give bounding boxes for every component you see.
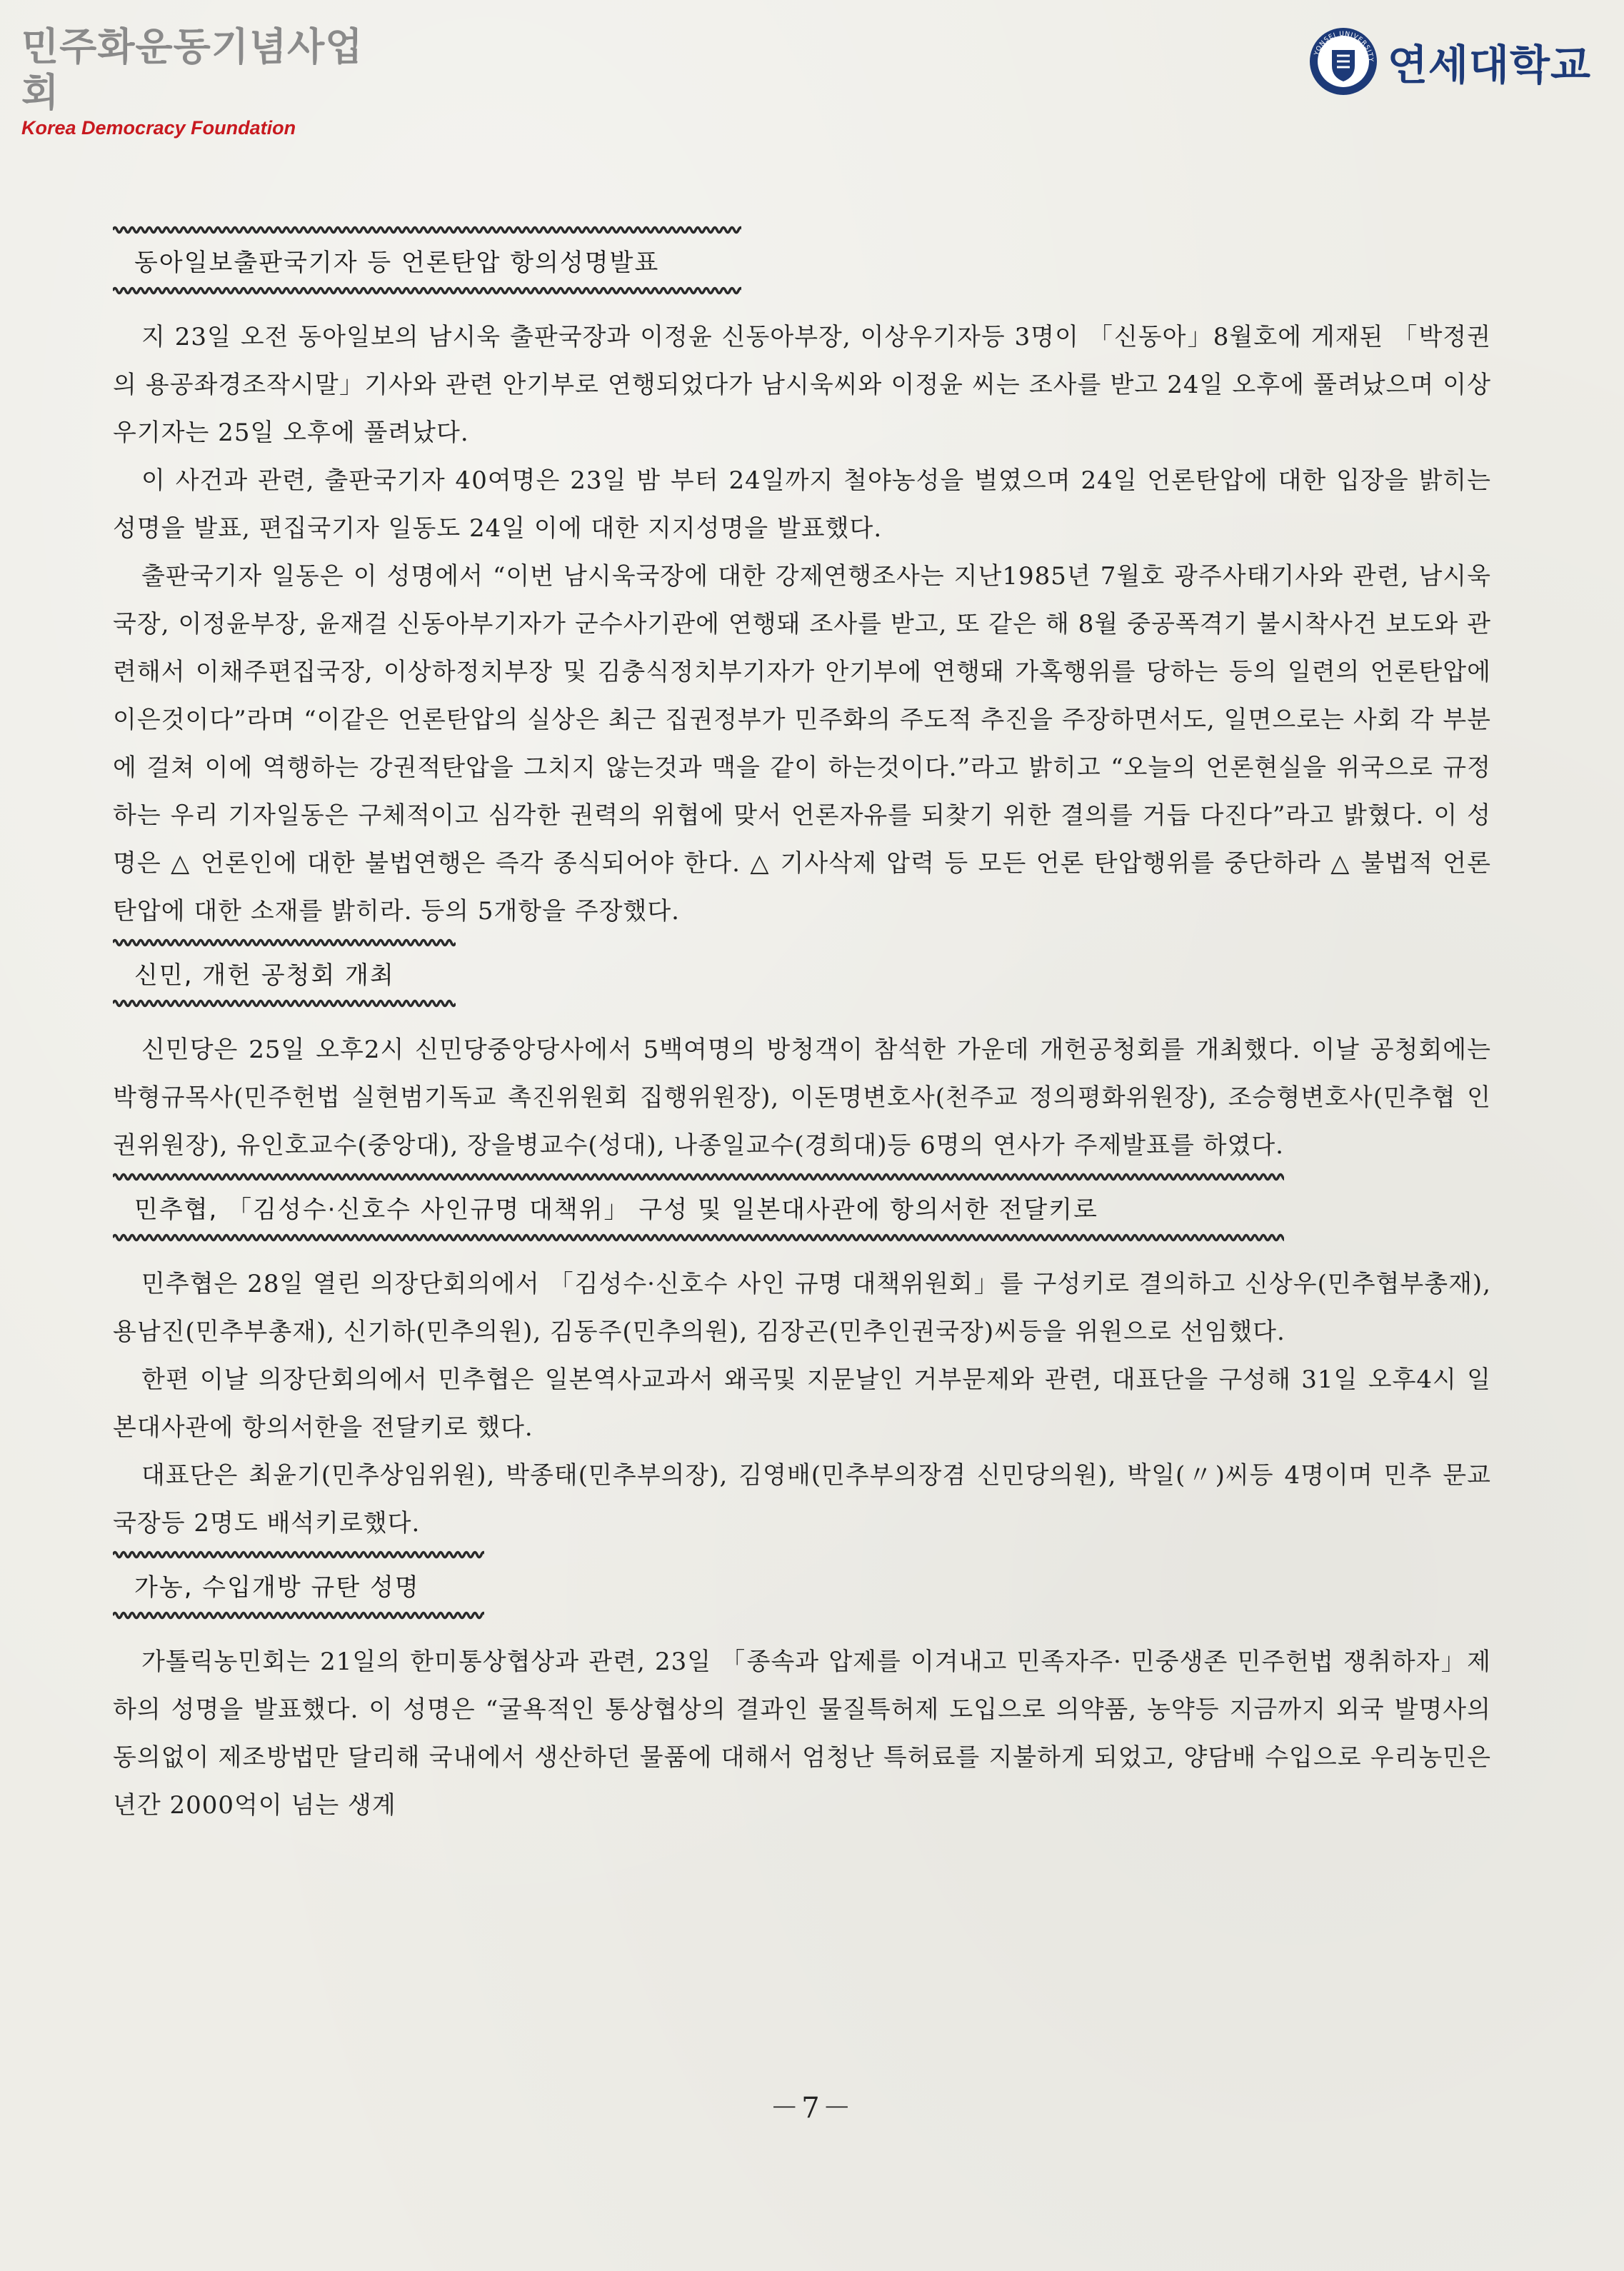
kdf-logo-english: Korea Democracy Foundation [21,117,296,139]
kdf-logo [21,24,393,140]
page-number: －7－ [770,2092,854,2125]
paragraph: 한편 이날 의장단회의에서 민추협은 일본역사교과서 왜곡및 지문날인 거부문제와 관련, 대표단을 구성해 31일 오후4시 일본대사관에 항의서한을 전달키로 했다. [113,1365,1491,1442]
paragraph: 대표단은 최윤기(민추상임위원), 박종태(민추부의장), 김영배(민추부의장겸 신민당의원), 박일(〃)씨등 4명이며 민추 문교국장등 2명도 배석키로했다. [113,1461,1491,1538]
section-heading [113,1170,1284,1245]
section-title: 가농, 수입개방 규탄 성명 [134,1573,420,1602]
paragraph: 민추협은 28일 열린 의장단회의에서 「김성수·신호수 사인 규명 대책위원회」를 구성키로 결의하고 신상우(민추협부총재), 용남진(민추부총재), 신기하(민추의원), 김동주(민추의원), 김장곤(민추인권국장)씨등을 위원으로 선임했다. [113,1270,1491,1346]
wavy-rule-top [113,1548,484,1562]
section-minchuhyup-committee [113,1170,1491,1548]
wavy-rule-bottom [113,1230,1284,1245]
section-title: 동아일보출판국기자 등 언론탄압 항의성명발표 [134,249,660,277]
wavy-rule-bottom [113,1608,484,1623]
paragraph: 이 사건과 관련, 출판국기자 40여명은 23일 밤 부터 24일까지 철야농성을 벌였으며 24일 언론탄압에 대한 입장을 밝히는 성명을 발표, 편집국기자 일동도 24일 이에 대한 지지성명을 발표했다. [113,466,1491,543]
section-heading [113,936,456,1011]
paragraph: 지 23일 오전 동아일보의 남시욱 출판국장과 이정윤 신동아부장, 이상우기자등 3명이 「신동아」8월호에 게재된 「박정권의 용공좌경조작시말」기사와 관련 안기부로 연행되었다가 남시욱씨와 이정윤 씨는 조사를 받고 24일 오후에 풀려났으며 이상우기자는 25일 오후에 풀려났다. [113,323,1491,447]
yonsei-seal-icon [1308,26,1379,97]
wavy-rule-top [113,1170,1284,1184]
wavy-rule-top [113,223,741,237]
kdf-logo-korean: 민주화운동기념사업회 [21,24,364,115]
section-new-democratic-hearing [113,936,1491,1170]
wavy-rule-top [113,936,456,950]
paragraph: 신민당은 25일 오후2시 신민당중앙당사에서 5백여명의 방청객이 참석한 가운데 개헌공청회를 개최했다. 이날 공청회에는 박형규목사(민주헌법 실현범기독교 촉진위원회 집행위원장), 이돈명변호사(천주교 정의평화위원장), 조승형변호사(민추협 인권위원장), 유인호교수(중앙대), 장을병교수(성대), 나종일교수(경희대)등 6명의 연사가 주제발표를 하였다. [113,1036,1491,1160]
section-title: 신민, 개헌 공청회 개최 [134,961,395,990]
section-heading [113,223,741,298]
svg-text:YONSEI UNIVERSITY: YONSEI UNIVERSITY [1313,30,1374,63]
paragraph: 가톨릭농민회는 21일의 한미통상협상과 관련, 23일 「종속과 압제를 이겨내고 민족자주· 민중생존 민주헌법 쟁취하자」제하의 성명을 발표했다. 이 성명은 “굴욕적인 통상협상의 결과인 물질특허제 도입으로 의약품, 농약등 지금까지 외국 발명사의 동의없이 제조방법만 달리해 국내에서 생산하던 물품에 대해서 엄청난 특허료를 지불하게 되었고, 양담배 수입으로 우리농민은 년간 2000억이 넘는 생계 [113,1648,1491,1820]
section-catholic-farmers [113,1548,1491,1830]
yonsei-logo [1308,26,1591,97]
paragraph: 출판국기자 일동은 이 성명에서 “이번 남시욱국장에 대한 강제연행조사는 지난1985년 7월호 광주사태기사와 관련, 남시욱국장, 이정윤부장, 윤재걸 신동아부기자가 군수사기관에 연행돼 조사를 받고, 또 같은 해 8월 중공폭격기 불시착사건 보도와 관련해서 이채주편집국장, 이상하정치부장 및 김충식정치부기자가 안기부에 연행돼 가혹행위를 당하는 등의 일련의 언론탄압에 이은것이다”라며 “이같은 언론탄압의 실상은 최근 집권정부가 민주화의 주도적 추진을 주장하면서도, 일면으로는 사회 각 부분에 걸쳐 이에 역행하는 강권적탄압을 그치지 않는것과 맥을 같이 하는것이다.”라고 밝히고 “오늘의 언론현실을 위국으로 규정하는 우리 기자일동은 구체적이고 심각한 권력의 위협에 맞서 언론자유를 되찾기 위한 결의를 거듭 다진다”라고 밝혔다. 이 성명은 △ 언론인에 대한 불법연행은 즉각 종식되어야 한다. △ 기사삭제 압력 등 모든 언론 탄압행위를 중단하라 △ 불법적 언론탄압에 대한 소재를 밝히라. 등의 5개항을 주장했다. [113,562,1491,926]
section-dong-a-press [113,223,1491,936]
wavy-rule-bottom [113,284,741,298]
section-heading [113,1548,484,1623]
wavy-rule-bottom [113,996,456,1011]
section-title: 민추협, 「김성수·신호수 사인규명 대책위」 구성 및 일본대사관에 항의서한 전달키로 [134,1195,1098,1224]
document-body [113,223,1491,1830]
university-name: 연세대학교 [1387,41,1591,89]
